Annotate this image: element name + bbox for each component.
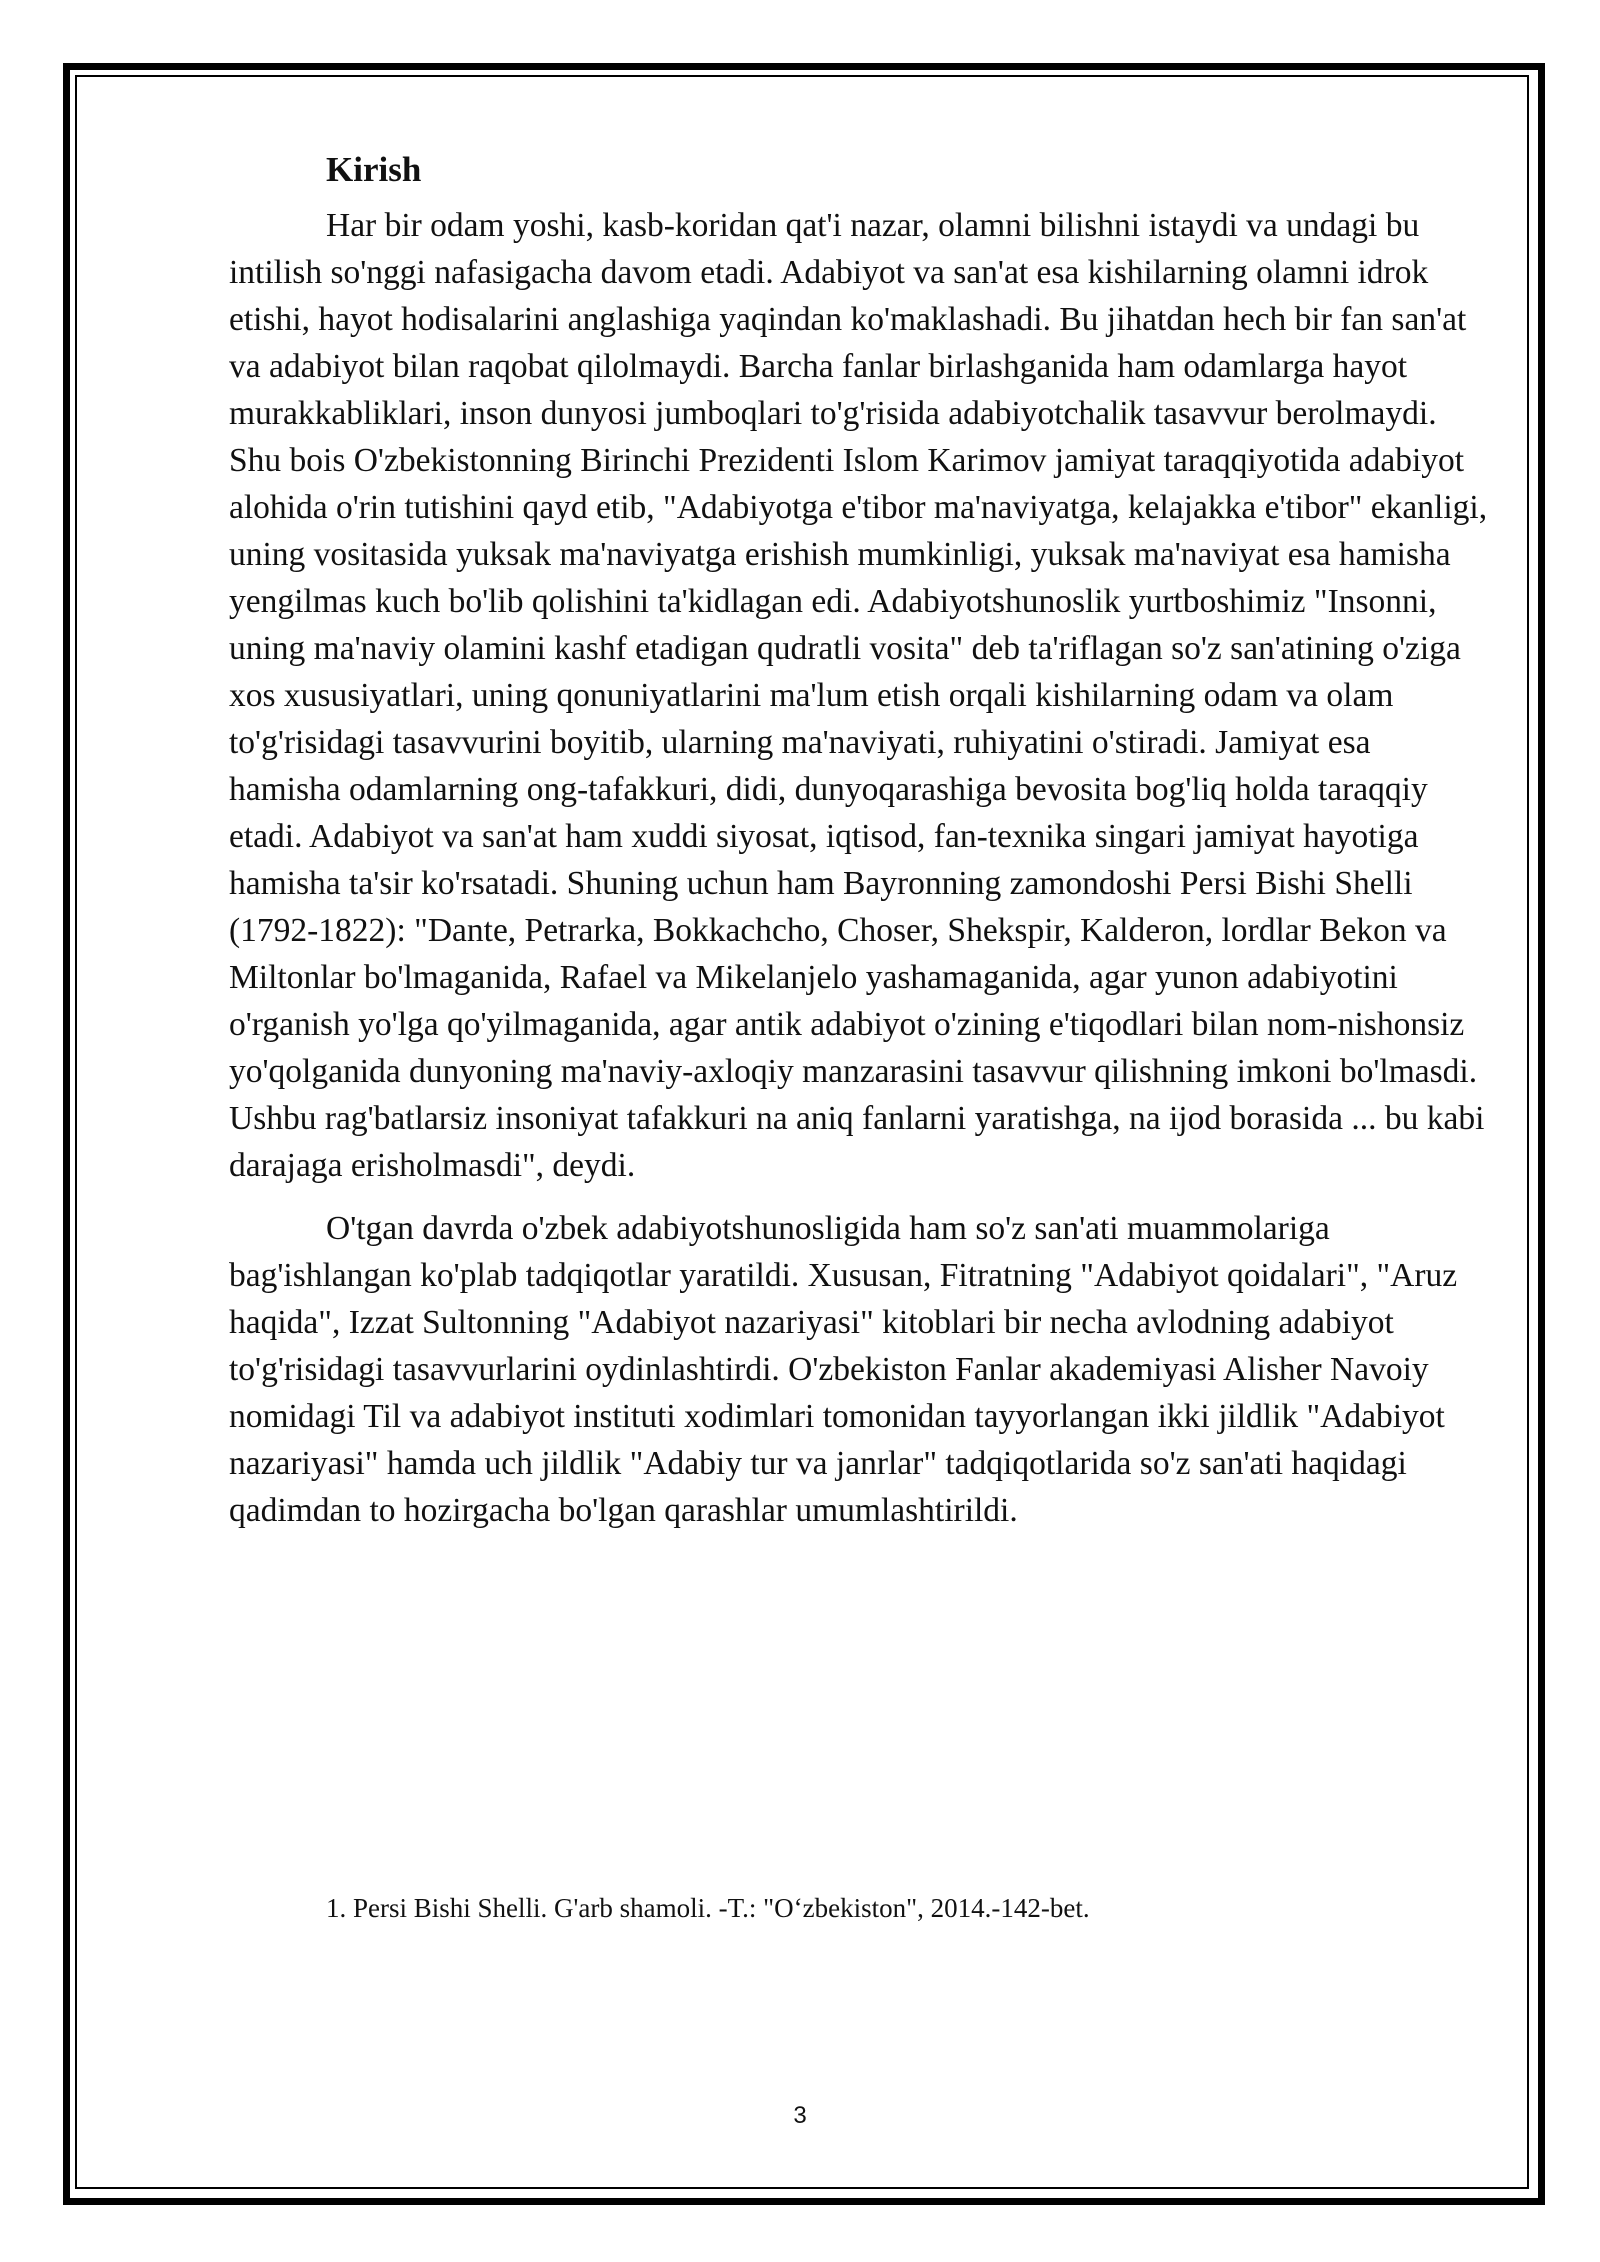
section-heading: Kirish — [326, 150, 422, 189]
paragraph-intro: Har bir odam yoshi, kasb-koridan qat'i nazar, olamni bilishni istaydi va undagi bu intilish so'nggi nafasigacha davom etadi. Adabiyot va san'at esa kishilarning olamni idrok etishi, hayot hodisalarini anglashiga yaqindan ko'maklashadi. Bu jihatdan hech bir fan san'at va adabiyot bilan raqobat qilolmaydi. Barcha fanlar birlashganida ham odamlarga hayot murakkabliklari, inson dunyosi jumboqlari to'g'risida adabiyotchalik tasavvur berolmaydi. Shu bois O'zbekistonning Birinchi Prezidenti Islom Karimov jamiyat taraqqiyotida adabiyot alohida o'rin tutishini qayd etib, "Adabiyotga e'tibor ma'naviyatga, kelajakka e'tibor" ekanligi, uning vositasida yuksak ma'naviyatga erishish mumkinligi, yuksak ma'naviyat esa hamisha yengilmas kuch bo'lib qolishini ta'kidlagan edi. Adabiyotshunoslik yurtboshimiz "Insonni, uning ma'naviy olamini kashf etadigan qudratli vosita" deb ta'riflagan so'z san'atining o'ziga xos xususiyatlari, uning qonuniyatlarini ma'lum etish orqali kishilarning odam va olam to'g'risidagi tasavvurini boyitib, ularning ma'naviyati, ruhiyatini o'stiradi. Jamiyat esa hamisha odamlarning ong-tafakkuri, didi, dunyoqarashiga bevosita bog'liq holda taraqqiy etadi. Adabiyot va san'at ham xuddi siyosat, iqtisod, fan-texnika singari jamiyat hayotiga hamisha ta'sir ko'rsatadi. Shuning uchun ham Bayronning zamondoshi Persi Bishi Shelli (1792-1822): "Dante, Petrarka, Bokkachcho, Choser, Shekspir, Kalderon, lordlar Bekon va Miltonlar bo'lmaganida, Rafael va Mikelanjelo yashamaganida, agar yunon adabiyotini o'rganish yo'lga qo'yilmaganida, agar antik adabiyot o'zining e'tiqodlari bilan nom-nishonsiz yo'qolganida dunyoning ma'naviy-axloqiy manzarasini tasavvur qilishning imkoni bo'lmasdi. Ushbu rag'batlarsiz insoniyat tafakkuri na aniq fanlarni yaratishga, na ijod borasida ... bu kabi darajaga erisholmasdi", deydi. — [229, 207, 1488, 1184]
paragraph-second: O'tgan davrda o'zbek adabiyotshunosligida ham so'z san'ati muammolariga bag'ishlangan ko'plab tadqiqotlar yaratildi. Xususan, Fitratning "Adabiyot qoidalari", "Aruz haqida", Izzat Sultonning "Adabiyot nazariyasi" kitoblari bir necha avlodning adabiyot to'g'risidagi tasavvurlarini oydinlashtirdi. O'zbekiston Fanlar akademiyasi Alisher Navoiy nomidagi Til va adabiyot instituti xodimlari tomonidan tayyorlangan ikki jildlik "Adabiyot nazariyasi" hamda uch jildlik "Adabiy tur va janrlar" tadqiqotlarida so'z san'ati haqidagi qadimdan to hozirgacha bo'lgan qarashlar umumlashtirildi. — [229, 1210, 1458, 1529]
page-number: 3 — [793, 2102, 807, 2129]
footnote: 1. Persi Bishi Shelli. G'arb shamoli. -T.: "O‘zbekiston", 2014.-142-bet. — [326, 1893, 1090, 1923]
document-body — [229, 148, 1489, 1550]
